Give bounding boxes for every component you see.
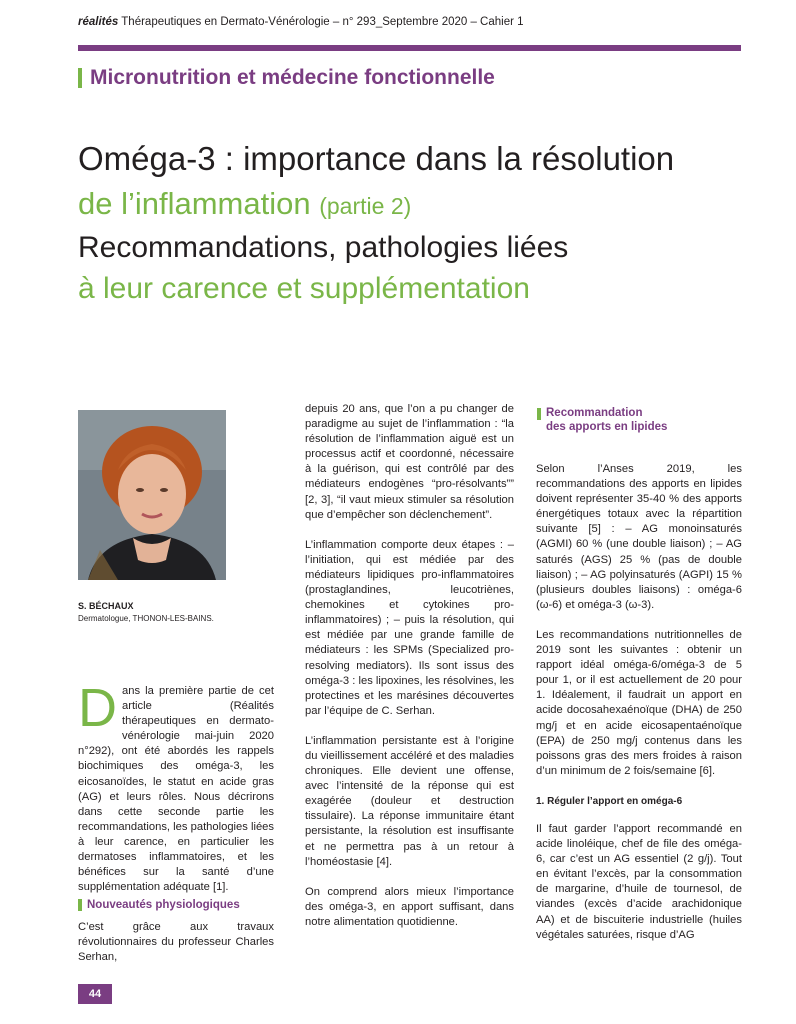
- col3-paragraph-1: Selon l’Anses 2019, les recommandations des apports en lipides doivent représenter 35-40 % des apports énergétiques totaux avec la répartition suivante [5] : – AG monoinsaturés (AGMI) 60 % (une double liaison) ; – AG saturés (AGS) 25 % (pas de double liaison) ; – AG polyinsaturés (AGPI) 15 % (plusieurs doubles liaisons) : oméga-6 (ω-6) et oméga-3 (ω-3).: [536, 463, 742, 611]
- section-rubric: [78, 66, 495, 90]
- column-1: [78, 678, 274, 964]
- header-rule: [78, 45, 741, 51]
- col3-paragraph-3: Il faut garder l’apport recommandé en acide linoléique, chef de file des oméga-6, car c’est un AG essentiel (2 g/j). Tout en évitant l’excès, par la consommation de margarine, d’huile de tournesol, de viandes (excès d’acide arachidonique AA) et de biscuiterie industrielle (huiles végétales saturées, risque d’AG: [536, 822, 742, 941]
- col2-paragraph-2: L’inflammation comporte deux étapes : – l’initiation, qui est médiée par des médiateurs lipidiques pro-inflammatoires (prostaglandines, leucotriènes, chemokines et cytokines pro-inflammatoires) ; – puis la résolution, qui est médiée par une grande famille de médiateurs : les SPMs (Specialized pro-resolving mediators). Ils sont issus des oméga-3 : les lipoxines, les résolvines, les protectines et les marésines découvertes par l’équipe de C. Serhan.: [305, 538, 514, 717]
- subhead-label: Nouveautés physiologiques: [87, 899, 240, 911]
- subhead-bar: [78, 899, 82, 911]
- col2-paragraph-3: L’inflammation persistante est à l’origine du vieillissement accéléré et des maladies chroniques. Elle devient une offense, avec l’intensité de la réponse qui est exagérée (douleur et destruction tissulaire). La réponse immunitaire étant persistante, la résolution est insuffisante et ne permettra pas à un retour à l’homéostasie [4].: [305, 734, 514, 868]
- col3-paragraph-2: Les recommandations nutritionnelles de 2019 sont les suivantes : obtenir un rapport idéal oméga-6/oméga-3 de 5 pour 1, or il est actuellement de 20 pour 1. Idéalement, il faudrait un apport en acide docosahexaénoïque (DHA) de 250 mg/j et en acide eicosapentaénoïque (EPA) de 250 mg/j contenus dans les poissons gras des mers froides à raison d’un minimum de 2 fois/semaine [6].: [536, 628, 742, 777]
- title-line-4: à leur carence et supplémentation: [78, 272, 530, 305]
- subhead-line-2: des apports en lipides: [546, 421, 668, 433]
- journal-brand: réalités: [78, 16, 119, 28]
- subhead-nouveautes: [78, 898, 274, 912]
- intro-paragraph: [78, 678, 274, 895]
- title-line-3: Recommandations, pathologies liées: [78, 231, 569, 264]
- drop-cap: D: [78, 678, 117, 738]
- page-number: 44: [78, 984, 112, 1004]
- subhead-line-1: Recommandation: [546, 407, 643, 419]
- rubric-label: Micronutrition et médecine fonctionnelle: [90, 66, 495, 89]
- journal-issue: Thérapeutiques en Dermato-Vénérologie – n° 293_Septembre 2020 – Cahier 1: [121, 16, 524, 28]
- title-line-2: [78, 186, 758, 222]
- column-2: [305, 402, 514, 945]
- column-3: [536, 462, 742, 958]
- col1-paragraph-2: C’est grâce aux travaux révolutionnaires du professeur Charles Serhan,: [78, 921, 274, 964]
- intro-text: ans la première partie de cet article (Réalités thérapeutiques en dermato-vénérologie mai-juin 2020 n°292), ont été abordés les rappels biochimiques des oméga-3, les eicosanoïdes, le statut en acide gras (AG) et leurs rôles. Nous décrirons dans cette seconde partie les recommandations, les pathologies liées à leur carence, en particulier les dermatoses inflammatoires, et les bénéfices sur la santé d’une supplémentation adéquate [1].: [78, 685, 274, 894]
- subhead-recommandation: [537, 406, 737, 434]
- title-line-1: Oméga-3 : importance dans la résolution: [78, 140, 675, 177]
- col2-paragraph-4: On comprend alors mieux l’importance des oméga-3, en apport suffisant, dans notre alimentation quotidienne.: [305, 885, 514, 928]
- author-name: S. BÉCHAUX: [78, 601, 134, 611]
- subsection-heading: 1. Réguler l’apport en oméga-6: [536, 795, 683, 807]
- rubric-bar: [78, 68, 82, 88]
- author-photo: [78, 410, 226, 580]
- title-line-2-main: de l’inflammation: [78, 186, 311, 221]
- subhead-label: [546, 406, 667, 434]
- title-part-label: (partie 2): [319, 193, 412, 219]
- subhead-bar: [537, 408, 541, 420]
- author-affiliation: Dermatologue, THONON-LES-BAINS.: [78, 614, 214, 623]
- col2-paragraph-1: depuis 20 ans, que l’on a pu changer de paradigme au sujet de l’inflammation : “la résolution de l’inflammation aiguë est un processus actif et coordonné, nécessaire à la guérison, qui est contrôlé par des médiateurs endogènes “pro-résolvants”” [2, 3], “il vaut mieux stimuler sa résolution que d’empêcher son déclenchement”.: [305, 403, 514, 521]
- running-header: [78, 16, 524, 28]
